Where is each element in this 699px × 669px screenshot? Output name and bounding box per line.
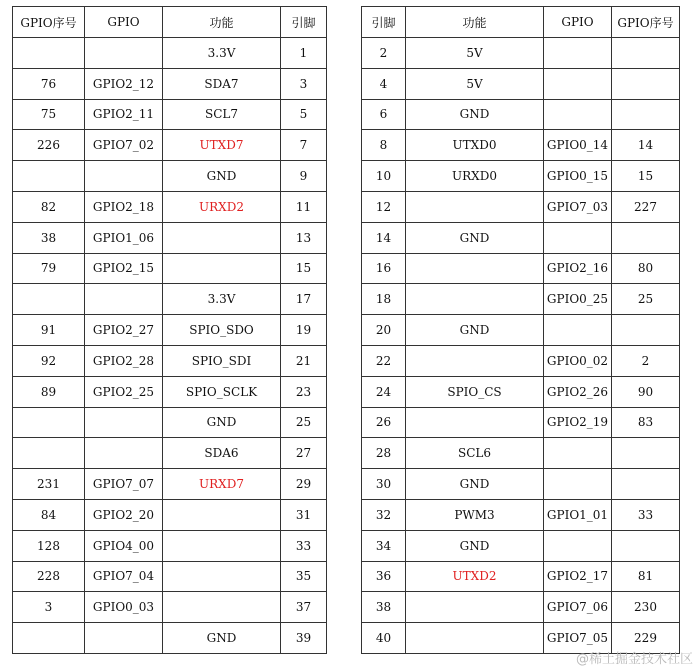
cell-gpio: GPIO2_26 xyxy=(544,376,612,407)
cell-function: SPIO_SDI xyxy=(163,345,281,376)
cell-pin: 19 xyxy=(281,315,327,346)
watermark: @稀土掘金技术社区 xyxy=(575,652,693,667)
cell-gpio-number: 33 xyxy=(612,499,680,530)
header-pin: 引脚 xyxy=(362,7,406,38)
table-row xyxy=(13,499,327,530)
table-row xyxy=(13,438,327,469)
cell-pin: 34 xyxy=(362,530,406,561)
cell-gpio: GPIO2_17 xyxy=(544,561,612,592)
cell-gpio-number xyxy=(612,38,680,69)
cell-function xyxy=(163,561,281,592)
cell-gpio: GPIO2_19 xyxy=(544,407,612,438)
cell-gpio: GPIO2_27 xyxy=(85,315,163,346)
cell-gpio-number xyxy=(13,161,85,192)
cell-pin: 30 xyxy=(362,469,406,500)
cell-function: GND xyxy=(163,407,281,438)
cell-gpio xyxy=(544,68,612,99)
pin-table-even xyxy=(361,6,680,654)
cell-function: UTXD2 xyxy=(406,561,544,592)
table-row xyxy=(13,345,327,376)
cell-gpio: GPIO2_18 xyxy=(85,191,163,222)
table-row xyxy=(13,68,327,99)
cell-gpio: GPIO2_12 xyxy=(85,68,163,99)
cell-gpio-number: 84 xyxy=(13,499,85,530)
table-row xyxy=(362,592,680,623)
cell-gpio: GPIO0_25 xyxy=(544,284,612,315)
cell-function: SPIO_SDO xyxy=(163,315,281,346)
cell-gpio xyxy=(85,38,163,69)
cell-pin: 15 xyxy=(281,253,327,284)
header-function: 功能 xyxy=(163,7,281,38)
cell-gpio-number: 231 xyxy=(13,469,85,500)
table-row xyxy=(362,499,680,530)
cell-gpio xyxy=(544,469,612,500)
cell-gpio: GPIO2_11 xyxy=(85,99,163,130)
cell-gpio-number xyxy=(612,99,680,130)
cell-pin: 3 xyxy=(281,68,327,99)
table-row xyxy=(13,376,327,407)
cell-function: GND xyxy=(163,623,281,654)
cell-pin: 21 xyxy=(281,345,327,376)
cell-pin: 2 xyxy=(362,38,406,69)
cell-gpio: GPIO1_01 xyxy=(544,499,612,530)
cell-pin: 25 xyxy=(281,407,327,438)
cell-function xyxy=(406,623,544,654)
cell-gpio-number xyxy=(13,438,85,469)
cell-gpio: GPIO7_02 xyxy=(85,130,163,161)
cell-gpio xyxy=(85,161,163,192)
cell-gpio-number xyxy=(612,530,680,561)
table-row xyxy=(362,68,680,99)
cell-gpio-number: 128 xyxy=(13,530,85,561)
cell-pin: 40 xyxy=(362,623,406,654)
cell-pin: 14 xyxy=(362,222,406,253)
cell-gpio: GPIO1_06 xyxy=(85,222,163,253)
table-row xyxy=(362,222,680,253)
cell-pin: 32 xyxy=(362,499,406,530)
cell-function: SCL6 xyxy=(406,438,544,469)
table-row xyxy=(13,191,327,222)
cell-function xyxy=(406,345,544,376)
header-pin: 引脚 xyxy=(281,7,327,38)
cell-gpio: GPIO7_06 xyxy=(544,592,612,623)
table-row xyxy=(362,345,680,376)
cell-gpio: GPIO7_03 xyxy=(544,191,612,222)
cell-gpio-number: 25 xyxy=(612,284,680,315)
table-row xyxy=(13,253,327,284)
table-row xyxy=(13,99,327,130)
cell-pin: 37 xyxy=(281,592,327,623)
cell-gpio-number xyxy=(612,68,680,99)
cell-function: 3.3V xyxy=(163,38,281,69)
cell-function: URXD2 xyxy=(163,191,281,222)
cell-function: PWM3 xyxy=(406,499,544,530)
table-row xyxy=(362,438,680,469)
cell-gpio-number: 230 xyxy=(612,592,680,623)
cell-function: SDA7 xyxy=(163,68,281,99)
cell-function: UTXD0 xyxy=(406,130,544,161)
table-row xyxy=(13,222,327,253)
cell-function: UTXD7 xyxy=(163,130,281,161)
cell-gpio: GPIO2_16 xyxy=(544,253,612,284)
cell-gpio: GPIO4_00 xyxy=(85,530,163,561)
cell-pin: 8 xyxy=(362,130,406,161)
cell-pin: 17 xyxy=(281,284,327,315)
cell-pin: 22 xyxy=(362,345,406,376)
cell-function xyxy=(163,222,281,253)
cell-gpio: GPIO0_14 xyxy=(544,130,612,161)
cell-gpio: GPIO0_03 xyxy=(85,592,163,623)
table-row xyxy=(13,530,327,561)
cell-gpio xyxy=(544,315,612,346)
cell-pin: 35 xyxy=(281,561,327,592)
cell-gpio: GPIO2_15 xyxy=(85,253,163,284)
cell-gpio xyxy=(544,99,612,130)
cell-gpio: GPIO7_04 xyxy=(85,561,163,592)
cell-gpio: GPIO0_02 xyxy=(544,345,612,376)
cell-gpio-number: 15 xyxy=(612,161,680,192)
cell-gpio xyxy=(544,38,612,69)
cell-function: GND xyxy=(406,99,544,130)
cell-gpio: GPIO7_07 xyxy=(85,469,163,500)
cell-pin: 39 xyxy=(281,623,327,654)
cell-gpio: GPIO2_28 xyxy=(85,345,163,376)
table-row xyxy=(362,284,680,315)
cell-gpio-number: 229 xyxy=(612,623,680,654)
cell-pin: 18 xyxy=(362,284,406,315)
cell-function: GND xyxy=(406,469,544,500)
cell-pin: 31 xyxy=(281,499,327,530)
cell-gpio: GPIO2_25 xyxy=(85,376,163,407)
cell-pin: 27 xyxy=(281,438,327,469)
cell-gpio-number: 80 xyxy=(612,253,680,284)
cell-pin: 10 xyxy=(362,161,406,192)
cell-gpio-number xyxy=(13,38,85,69)
table-header-row xyxy=(362,7,680,38)
cell-gpio-number xyxy=(13,623,85,654)
cell-gpio-number: 83 xyxy=(612,407,680,438)
table-row xyxy=(362,530,680,561)
cell-gpio-number: 79 xyxy=(13,253,85,284)
cell-gpio-number xyxy=(612,438,680,469)
cell-function xyxy=(406,284,544,315)
table-row xyxy=(362,99,680,130)
cell-gpio-number: 76 xyxy=(13,68,85,99)
cell-pin: 6 xyxy=(362,99,406,130)
header-gpio-number: GPIO序号 xyxy=(13,7,85,38)
cell-pin: 23 xyxy=(281,376,327,407)
table-row xyxy=(13,315,327,346)
table-row xyxy=(362,376,680,407)
cell-pin: 7 xyxy=(281,130,327,161)
cell-pin: 16 xyxy=(362,253,406,284)
cell-gpio: GPIO0_15 xyxy=(544,161,612,192)
cell-pin: 11 xyxy=(281,191,327,222)
cell-pin: 28 xyxy=(362,438,406,469)
cell-function: GND xyxy=(406,315,544,346)
cell-function xyxy=(163,592,281,623)
cell-function: SPIO_SCLK xyxy=(163,376,281,407)
table-row xyxy=(13,561,327,592)
cell-gpio-number xyxy=(612,469,680,500)
cell-gpio xyxy=(85,407,163,438)
table-row xyxy=(362,38,680,69)
header-gpio: GPIO xyxy=(85,7,163,38)
cell-function: SDA6 xyxy=(163,438,281,469)
table-row xyxy=(13,469,327,500)
cell-pin: 26 xyxy=(362,407,406,438)
cell-gpio xyxy=(544,222,612,253)
cell-pin: 38 xyxy=(362,592,406,623)
cell-function: SPIO_CS xyxy=(406,376,544,407)
cell-function xyxy=(406,592,544,623)
cell-pin: 13 xyxy=(281,222,327,253)
cell-pin: 29 xyxy=(281,469,327,500)
cell-function: URXD7 xyxy=(163,469,281,500)
cell-gpio-number: 89 xyxy=(13,376,85,407)
cell-function: 5V xyxy=(406,38,544,69)
cell-function xyxy=(406,191,544,222)
header-gpio: GPIO xyxy=(544,7,612,38)
table-row xyxy=(13,284,327,315)
header-function: 功能 xyxy=(406,7,544,38)
table-row xyxy=(362,191,680,222)
cell-gpio-number xyxy=(612,222,680,253)
table-row xyxy=(13,130,327,161)
table-row xyxy=(13,161,327,192)
table-row xyxy=(362,161,680,192)
cell-gpio-number: 227 xyxy=(612,191,680,222)
table-header-row xyxy=(13,7,327,38)
table-row xyxy=(362,561,680,592)
cell-gpio xyxy=(85,284,163,315)
header-gpio-number: GPIO序号 xyxy=(612,7,680,38)
cell-function: URXD0 xyxy=(406,161,544,192)
cell-gpio-number: 82 xyxy=(13,191,85,222)
cell-pin: 33 xyxy=(281,530,327,561)
cell-gpio xyxy=(544,438,612,469)
table-row xyxy=(362,407,680,438)
cell-pin: 4 xyxy=(362,68,406,99)
table-row xyxy=(362,315,680,346)
cell-function xyxy=(406,407,544,438)
cell-function: GND xyxy=(406,530,544,561)
cell-function: GND xyxy=(163,161,281,192)
cell-function xyxy=(163,253,281,284)
cell-gpio-number xyxy=(612,315,680,346)
cell-function: GND xyxy=(406,222,544,253)
table-row xyxy=(13,623,327,654)
cell-pin: 36 xyxy=(362,561,406,592)
cell-gpio-number: 75 xyxy=(13,99,85,130)
cell-gpio-number: 92 xyxy=(13,345,85,376)
cell-pin: 20 xyxy=(362,315,406,346)
table-row xyxy=(13,592,327,623)
cell-gpio-number: 3 xyxy=(13,592,85,623)
cell-gpio: GPIO7_05 xyxy=(544,623,612,654)
table-row xyxy=(362,253,680,284)
pin-table-odd xyxy=(12,6,327,654)
cell-gpio-number: 91 xyxy=(13,315,85,346)
cell-gpio xyxy=(85,623,163,654)
cell-gpio-number: 14 xyxy=(612,130,680,161)
cell-gpio xyxy=(85,438,163,469)
cell-gpio-number: 81 xyxy=(612,561,680,592)
cell-gpio xyxy=(544,530,612,561)
cell-gpio-number: 38 xyxy=(13,222,85,253)
cell-gpio-number: 226 xyxy=(13,130,85,161)
cell-function xyxy=(406,253,544,284)
cell-gpio: GPIO2_20 xyxy=(85,499,163,530)
cell-gpio-number: 228 xyxy=(13,561,85,592)
cell-pin: 9 xyxy=(281,161,327,192)
table-row xyxy=(13,407,327,438)
cell-gpio-number xyxy=(13,407,85,438)
cell-function xyxy=(163,499,281,530)
table-row xyxy=(362,130,680,161)
cell-function: 5V xyxy=(406,68,544,99)
cell-pin: 1 xyxy=(281,38,327,69)
cell-pin: 24 xyxy=(362,376,406,407)
cell-gpio-number: 2 xyxy=(612,345,680,376)
table-row xyxy=(362,469,680,500)
cell-function xyxy=(163,530,281,561)
cell-pin: 5 xyxy=(281,99,327,130)
table-row xyxy=(13,38,327,69)
cell-gpio-number xyxy=(13,284,85,315)
cell-function: SCL7 xyxy=(163,99,281,130)
cell-function: 3.3V xyxy=(163,284,281,315)
cell-pin: 12 xyxy=(362,191,406,222)
cell-gpio-number: 90 xyxy=(612,376,680,407)
